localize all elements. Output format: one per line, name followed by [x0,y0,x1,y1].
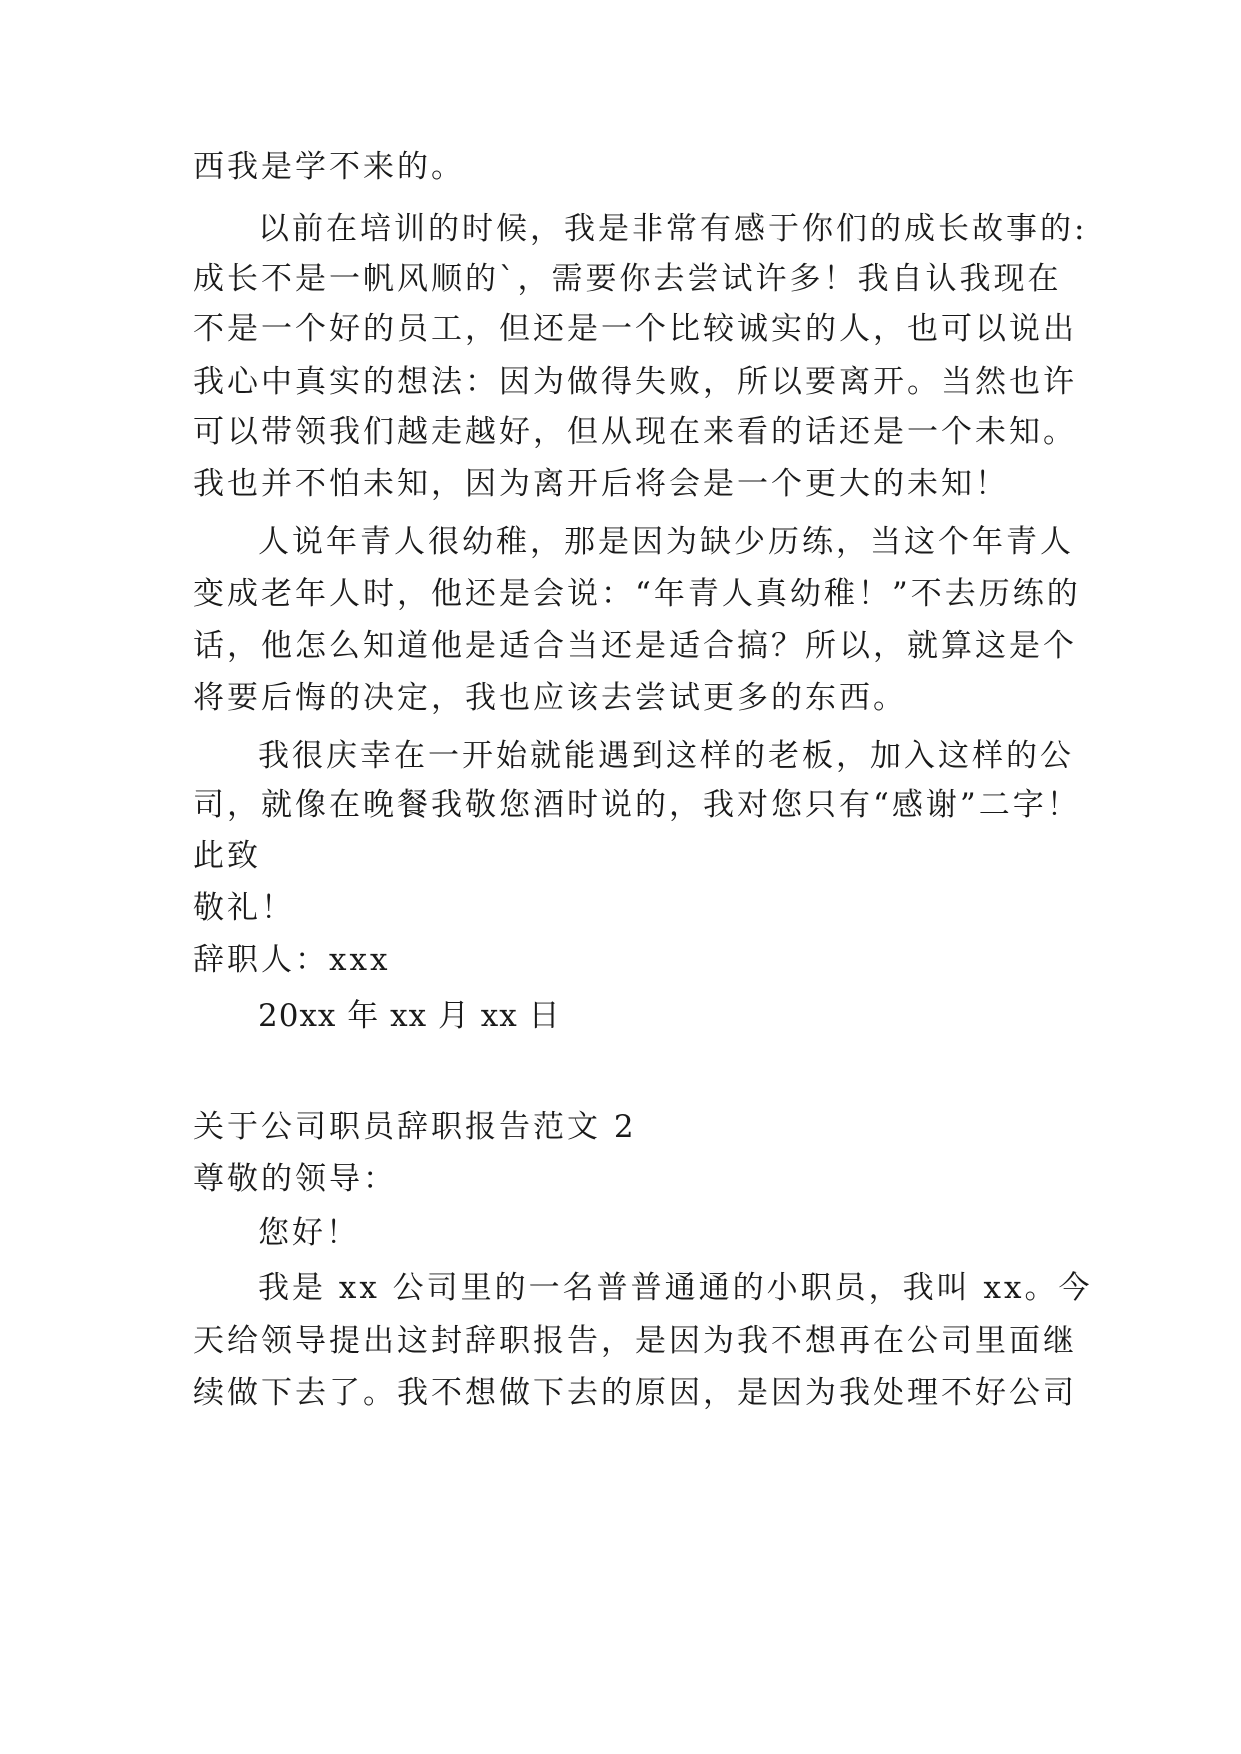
text-line: 我心中真实的想法：因为做得失败，所以要离开。当然也许 [193,364,1077,400]
closing-salutation: 此致 [193,838,261,874]
closing-regards: 敬礼！ [193,890,295,926]
text-line: 将要后悔的决定，我也应该去尝试更多的东西。 [193,680,907,716]
text-line: 我是 xx 公司里的一名普普通通的小职员，我叫 xx。今 [258,1270,1093,1306]
text-line: 司，就像在晚餐我敬您酒时说的，我对您只有“感谢”二字！ [193,787,1081,823]
text-line: 我很庆幸在一开始就能遇到这样的老板，加入这样的公 [258,738,1074,774]
text-line: 西我是学不来的。 [193,149,465,185]
greeting-hello: 您好！ [258,1215,360,1251]
text-line: 不是一个好的员工，但还是一个比较诚实的人，也可以说出 [193,311,1077,347]
greeting: 尊敬的领导： [193,1161,397,1197]
section-title: 关于公司职员辞职报告范文 2 [193,1109,637,1145]
text-line: 我也并不怕未知，因为离开后将会是一个更大的未知！ [193,466,1009,502]
text-line: 可以带领我们越走越好，但从现在来看的话还是一个未知。 [193,414,1077,450]
text-line: 人说年青人很幼稚，那是因为缺少历练，当这个年青人 [258,524,1074,560]
text-line: 天给领导提出这封辞职报告，是因为我不想再在公司里面继 [193,1323,1077,1359]
text-line: 成长不是一帆风顺的`，需要你去尝试许多！我自认我现在 [193,261,1062,297]
text-line: 续做下去了。我不想做下去的原因，是因为我处理不好公司 [193,1375,1077,1411]
text-line: 变成老年人时，他还是会说：“年青人真幼稚！”不去历练的 [193,576,1081,612]
signature-line: 辞职人：xxx [193,942,391,978]
text-line: 话，他怎么知道他是适合当还是适合搞？所以，就算这是个 [193,628,1077,664]
date-line: 20xx 年 xx 月 xx 日 [258,998,561,1034]
text-line: 以前在培训的时候，我是非常有感于你们的成长故事的: [258,211,1088,247]
